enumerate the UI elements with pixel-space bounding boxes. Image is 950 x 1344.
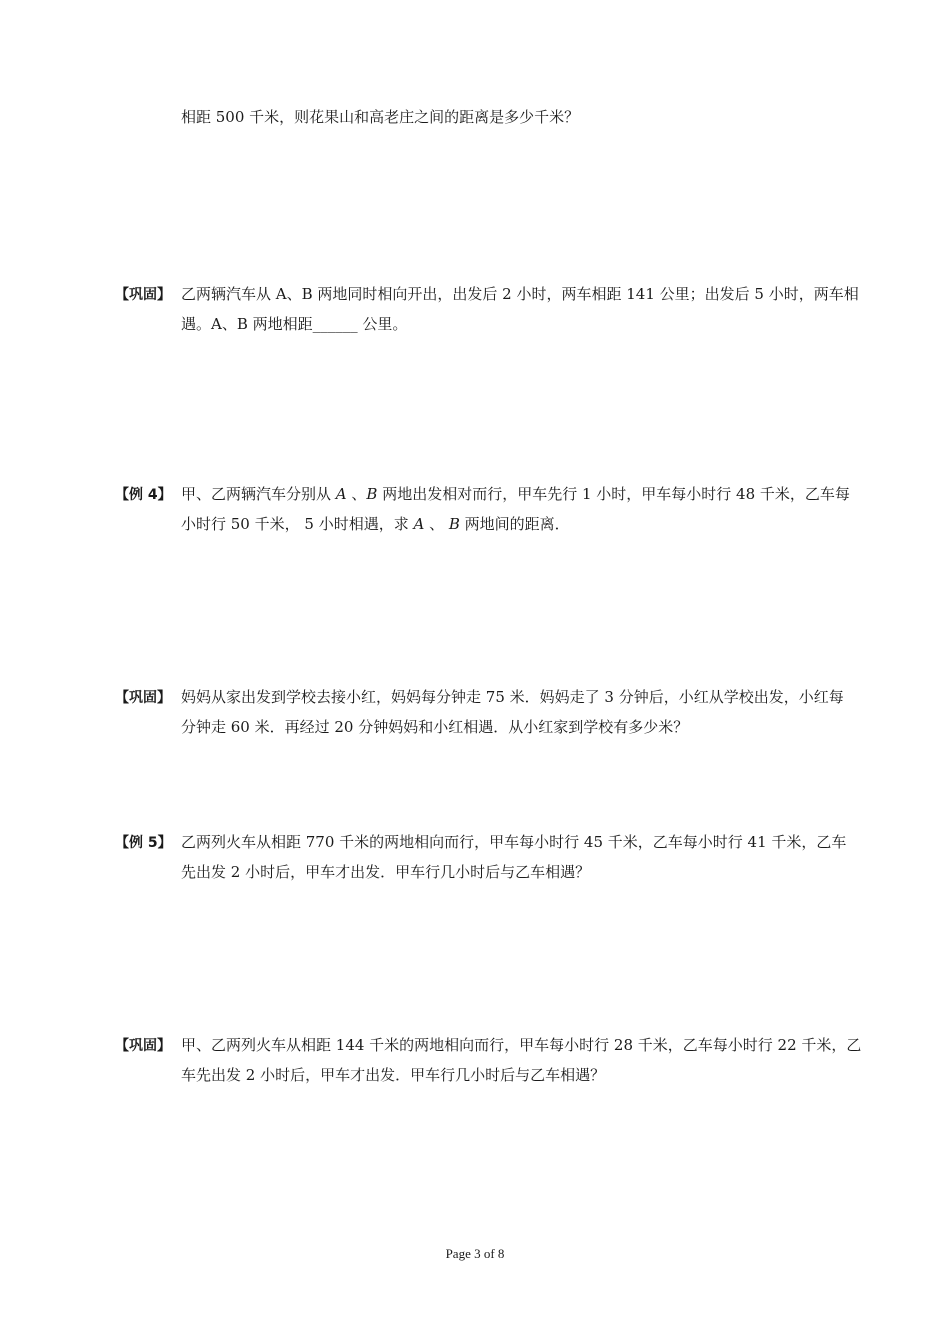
point-a-label: A: [413, 515, 425, 533]
problem-line: 先出发 2 小时后，甲车才出发．甲车行几小时后与乙车相遇？: [181, 863, 591, 881]
problem-consolidate-1: [115, 279, 885, 339]
problem-line: 乙两辆汽车从 A、B 两地同时相向开出，出发后 2 小时，两车相距 141 公里；出发后 5 小时，两车相: [181, 285, 859, 303]
problem-tag: 【巩固】: [115, 1038, 171, 1054]
problem-line: 相距 500 千米，则花果山和高老庄之间的距离是多少千米？: [181, 108, 580, 126]
problem-example-5: [115, 827, 885, 887]
problem-line: 分钟走 60 米．再经过 20 分钟妈妈和小红相遇．从小红家到学校有多少米？: [181, 718, 689, 736]
problem-text: 、: [424, 515, 449, 533]
problem-text: 两地出发相对而行，甲车先行 1 小时，甲车每小时行 48 千米，乙车每: [377, 485, 850, 503]
problem-tag: 【例 5】: [115, 835, 172, 851]
problem-line: 遇。A、B 两地相距______ 公里。: [181, 315, 408, 333]
problem-tag: 【例 4】: [115, 487, 172, 503]
problem-line: 乙两列火车从相距 770 千米的两地相向而行，甲车每小时行 45 千米，乙车每小时行 41 千米，乙车: [181, 833, 847, 851]
problem-consolidate-2: [115, 682, 885, 742]
problem-line: 妈妈从家出发到学校去接小红，妈妈每分钟走 75 米．妈妈走了 3 分钟后，小红从学校出发，小红每: [181, 688, 844, 706]
problem-line: 甲、乙两列火车从相距 144 千米的两地相向而行，甲车每小时行 28 千米，乙车每小时行 22 千米，乙: [181, 1036, 862, 1054]
problem-tag: 【巩固】: [115, 287, 171, 303]
point-b-label: B: [366, 485, 378, 503]
problem-text: 甲、乙两辆汽车分别从: [181, 485, 336, 503]
problem-example-4: [115, 479, 885, 539]
point-b-label: B: [448, 515, 460, 533]
page-number: Page 3 of 8: [445, 1246, 505, 1261]
problem-text: 两地间的距离．: [459, 515, 570, 533]
problem-text: 小时行 50 千米， 5 小时相遇，求: [181, 515, 414, 533]
point-a-label: A: [335, 485, 347, 503]
problem-tag: 【巩固】: [115, 690, 171, 706]
problem-consolidate-3: [115, 1030, 885, 1090]
problem-continuation: [115, 102, 885, 132]
problem-line: 车先出发 2 小时后，甲车才出发．甲车行几小时后与乙车相遇？: [181, 1066, 606, 1084]
problem-text: 、: [346, 485, 367, 503]
